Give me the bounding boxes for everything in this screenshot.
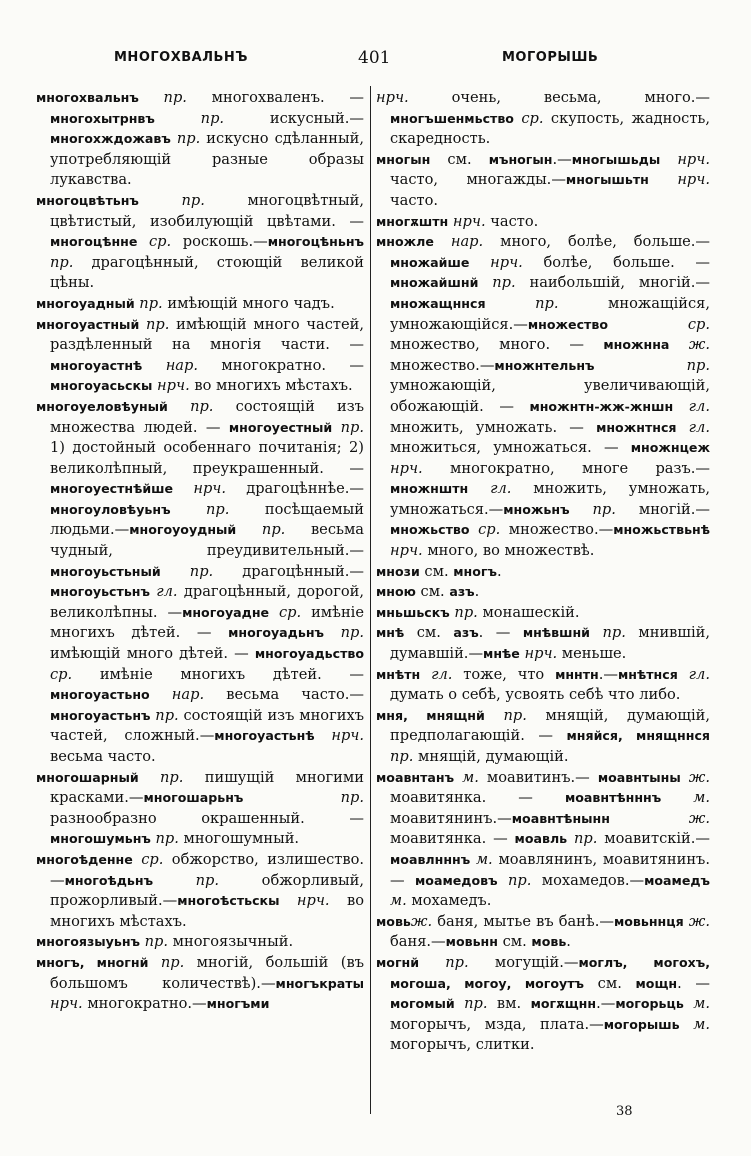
- definition-text: имѣніе многихъ дѣтей. —: [50, 603, 364, 642]
- definition-text: разнообразно окрашенный. —: [50, 809, 364, 827]
- headword: моамедъ: [644, 872, 710, 888]
- grammar-label: м.: [390, 892, 407, 910]
- definition-text: см.: [497, 933, 532, 951]
- grammar-label: пр.: [134, 294, 163, 312]
- headword: множнтн-жж-жншн: [529, 398, 674, 414]
- grammar-label: гл.: [676, 418, 710, 436]
- definition-text: меньше.: [557, 645, 627, 663]
- grammar-label: гл.: [677, 665, 710, 683]
- grammar-label: м.: [661, 789, 710, 807]
- headword: мною: [376, 584, 416, 600]
- definition-text: обжорливый, прожорливый.—: [50, 871, 364, 910]
- dictionary-entry: [376, 953, 710, 1056]
- grammar-label: м.: [470, 850, 493, 868]
- definition-text: обжорство, излишество.—: [50, 850, 365, 889]
- grammar-label: пр.: [390, 748, 414, 765]
- dictionary-entry: [376, 912, 710, 953]
- headword: многоуеловѣуный: [36, 398, 168, 414]
- headword: мньшьскъ: [376, 604, 450, 620]
- definition-text: могущій.—: [468, 953, 579, 971]
- grammar-label: пр.: [590, 624, 626, 642]
- headword: могѫщнн: [530, 996, 597, 1012]
- definition-text: .: [474, 583, 480, 601]
- definition-text: моавитскій.—: [597, 830, 710, 848]
- grammar-label: м.: [683, 995, 710, 1013]
- definition-text: .: [496, 562, 502, 580]
- grammar-label: пр.: [497, 871, 532, 889]
- definition-text: часто, многажды.—: [390, 171, 566, 189]
- definition-text: драгоцѣннѣе.—: [226, 480, 364, 498]
- grammar-label: гл.: [420, 665, 453, 683]
- definition-text: множество.—: [500, 521, 614, 539]
- definition-text: имѣніе многихъ дѣтей. —: [72, 665, 364, 683]
- header-last-word: МОГОРЫШЬ: [502, 50, 599, 65]
- headword: мнѣе: [483, 646, 520, 662]
- headword: мнѣтн: [376, 666, 421, 682]
- headword: мовь: [376, 913, 411, 929]
- headword: моглъ, могохъ, могоша, могоу, могоутъ: [390, 954, 710, 991]
- definition-text: многошумный.: [178, 830, 300, 848]
- grammar-label: пр.: [323, 624, 364, 642]
- headword: моавнтѣнннъ: [564, 790, 662, 806]
- headword: многохытрнвъ: [50, 110, 155, 126]
- left-column: [36, 88, 364, 1015]
- definition-text: .: [552, 150, 558, 168]
- grammar-label: пр.: [138, 89, 187, 106]
- dictionary-entry: [376, 768, 710, 912]
- headword: многошарьнъ: [143, 790, 244, 806]
- grammar-label: пр.: [454, 995, 488, 1013]
- grammar-label: ж.: [410, 912, 433, 930]
- definition-text: многохваленъ. —: [186, 89, 364, 106]
- headword: множайше: [390, 254, 470, 270]
- grammar-label: пр.: [138, 191, 205, 209]
- headword: моамедовъ: [415, 872, 498, 888]
- definition-text: см.: [404, 624, 454, 642]
- definition-text: скупость, жадность, скаредность.: [390, 109, 710, 148]
- headword: моавль: [514, 831, 568, 847]
- definition-text: пишущій многими красками.—: [50, 768, 364, 807]
- grammar-label: пр.: [150, 830, 179, 848]
- grammar-label: гл.: [673, 397, 710, 415]
- grammar-label: пр.: [139, 315, 170, 333]
- definition-text: болѣе, больше. —: [522, 253, 711, 271]
- definition-text: многократно. —: [198, 356, 365, 374]
- headword: азъ: [449, 584, 475, 600]
- headword: мннтн: [555, 666, 599, 682]
- grammar-label: пр.: [594, 356, 710, 374]
- grammar-label: пр.: [160, 562, 214, 580]
- definition-text: состоящій изъ множества людей. —: [50, 397, 364, 436]
- definition-text: баня.—: [390, 933, 446, 951]
- headword: многъ, многнй: [36, 954, 149, 970]
- definition-text: часто.: [485, 212, 539, 230]
- grammar-label: пр.: [332, 418, 364, 436]
- grammar-label: нрч.: [173, 480, 226, 498]
- grammar-label: ж.: [680, 768, 710, 786]
- definition-text: .: [478, 624, 484, 642]
- definition-text: монашескій.: [477, 603, 580, 621]
- grammar-label: нрч.: [376, 89, 409, 106]
- definition-text: многократно.—: [82, 995, 207, 1013]
- grammar-label: пр.: [138, 768, 184, 786]
- grammar-label: нрч.: [660, 150, 710, 168]
- definition-text: моавитянка. —: [390, 830, 515, 848]
- grammar-label: ср.: [513, 109, 544, 127]
- definition-text: .: [596, 995, 601, 1013]
- headword: многоѣденне: [36, 851, 133, 867]
- definition-text: .: [598, 665, 604, 683]
- grammar-label: нрч.: [390, 459, 423, 477]
- definition-text: моавитинъ.—: [478, 768, 598, 786]
- grammar-label: нар.: [142, 356, 198, 374]
- definition-text: см.: [430, 150, 489, 168]
- grammar-label: ж.: [609, 809, 710, 827]
- definition-text: множить, умножать. —: [390, 418, 597, 436]
- headword: мня, мнящнй: [376, 707, 485, 723]
- headword: азъ: [453, 625, 479, 641]
- definition-text: —: [600, 995, 616, 1013]
- definition-text: имѣющій много чадъ.: [162, 294, 335, 312]
- definition-text: мнившій, думавшій.—: [390, 624, 710, 663]
- definition-text: —: [557, 150, 572, 168]
- headword: многоуасьскы: [50, 378, 153, 394]
- headword: моавнтыны: [597, 769, 681, 785]
- definition-text: моавитянка. —: [390, 789, 565, 807]
- grammar-label: пр.: [170, 130, 201, 148]
- grammar-label: пр.: [419, 953, 469, 971]
- headword: мнѣтнся: [618, 666, 678, 682]
- grammar-label: м.: [679, 1015, 710, 1033]
- definition-text: моавитянинъ.—: [390, 809, 512, 827]
- running-header: [36, 48, 726, 76]
- definition-text: тоже, что: [452, 665, 556, 683]
- dictionary-entry: [376, 88, 710, 150]
- dictionary-entry: [36, 850, 364, 932]
- headword: многоцѣнне: [50, 234, 138, 250]
- headword: мовьнн: [445, 934, 498, 950]
- headword: многоуадный: [36, 295, 135, 311]
- dictionary-entry: [36, 768, 364, 850]
- dictionary-entry: [376, 212, 710, 233]
- grammar-label: ср.: [50, 665, 73, 683]
- headword: множащннся: [390, 295, 486, 311]
- headword: мнѣ: [376, 625, 405, 641]
- grammar-label: пр.: [167, 397, 214, 415]
- headword: многоуловѣуьнъ: [50, 501, 171, 517]
- dictionary-entry: [376, 232, 710, 562]
- definition-text: могорычъ, мзда, плата.—: [390, 1015, 604, 1033]
- grammar-label: пр.: [484, 706, 527, 724]
- headword: множайшнй: [390, 275, 479, 291]
- grammar-label: ж.: [669, 336, 710, 354]
- grammar-label: пр.: [236, 521, 286, 539]
- headword: моавнтанъ: [376, 769, 455, 785]
- grammar-label: ср.: [137, 233, 172, 251]
- definition-text: наибольшій, многій.—: [515, 274, 710, 292]
- grammar-label: пр.: [170, 500, 230, 518]
- headword: многъшенмьство: [390, 110, 514, 126]
- definition-text: искусный.—: [224, 109, 364, 127]
- definition-text: —: [483, 624, 523, 642]
- headword: многоуьстьнъ: [50, 584, 150, 600]
- headword: многоуьстьный: [50, 563, 161, 579]
- dictionary-entry: [376, 665, 710, 706]
- definition-text: мнящій, думающій, предполагающій. —: [390, 706, 710, 745]
- definition-text: многій, большій (въ большомъ количествѣ).—: [50, 953, 364, 992]
- dictionary-entry: [376, 562, 710, 583]
- headword: многышьтн: [565, 172, 649, 188]
- grammar-label: пр.: [50, 253, 74, 271]
- headword: множнцеж: [630, 440, 710, 456]
- headword: многоуастьнъ: [50, 707, 151, 723]
- dictionary-entry: [36, 88, 364, 191]
- definition-text: часто.: [390, 191, 439, 209]
- definition-text: —: [681, 974, 710, 992]
- definition-text: много, болѣе, больше.—: [483, 233, 711, 251]
- dictionary-entry: [376, 582, 710, 603]
- definition-text: думать о себѣ, усвоять себѣ что либо.: [390, 686, 681, 704]
- grammar-label: нрч.: [314, 727, 364, 745]
- headword: мовьннця: [613, 913, 684, 929]
- definition-text: множить, умножать, умножаться.—: [390, 480, 711, 518]
- column-divider: [370, 86, 371, 1114]
- headword: многохждожавъ: [50, 131, 171, 147]
- headword: множьствьнѣ: [613, 522, 710, 538]
- headword: мнози: [376, 563, 420, 579]
- grammar-label: нрч.: [279, 892, 330, 910]
- grammar-label: ср.: [469, 521, 501, 539]
- headword: многоязыуьнъ: [36, 934, 141, 950]
- grammar-label: пр.: [153, 871, 220, 889]
- headword: многошарный: [36, 769, 139, 785]
- headword: многоцвѣтьнъ: [36, 192, 139, 208]
- grammar-label: ср.: [132, 850, 164, 868]
- grammar-label: пр.: [140, 933, 169, 951]
- definition-text: весьма часто.—: [204, 686, 365, 704]
- headword: многоуоудный: [129, 522, 237, 538]
- headword: многоуестный: [228, 419, 333, 435]
- headword: многъкраты: [275, 975, 364, 991]
- header-first-word: МНОГОХВАЛЬНЪ: [114, 50, 248, 65]
- grammar-label: пр.: [150, 706, 179, 724]
- headword: множнна: [603, 337, 670, 353]
- headword: многоѣдьнъ: [64, 872, 154, 888]
- headword: множле: [376, 234, 434, 250]
- page-number: 401: [358, 48, 391, 68]
- definition-text: множащійся, умножающійся.—: [390, 294, 710, 333]
- headword: многоуастьнѣ: [214, 728, 315, 744]
- headword: многоуастнѣ: [50, 357, 143, 373]
- grammar-label: м.: [454, 768, 479, 786]
- definition-text: многоцвѣтный, цвѣтистый, изобилующій цвѣтами. —: [50, 191, 364, 230]
- headword: многѫштн: [376, 213, 449, 229]
- headword: моавлнннъ: [390, 851, 471, 867]
- definition-text: очень, весьма, много.—: [408, 89, 710, 106]
- grammar-label: нрч.: [469, 253, 523, 271]
- definition-text: имѣющій много дѣтей. —: [50, 645, 255, 663]
- grammar-label: ср.: [269, 603, 302, 621]
- definition-text: моавлянинъ, моавитянинъ. —: [390, 850, 710, 889]
- definition-text: весьма часто.: [50, 748, 156, 765]
- definition-text: .: [566, 933, 571, 951]
- definition-text: —: [603, 665, 618, 683]
- dictionary-entry: [36, 294, 364, 315]
- headword: множьство: [390, 522, 470, 538]
- grammar-label: нрч.: [448, 212, 486, 230]
- grammar-label: пр.: [567, 830, 598, 848]
- headword: множество: [527, 316, 608, 332]
- headword: множнтельнъ: [494, 357, 595, 373]
- definition-text: искусно сдѣланный, употребляющій разные образы лукавства.: [50, 130, 364, 189]
- dictionary-entry: [376, 706, 710, 768]
- grammar-label: ср.: [607, 315, 710, 333]
- definition-text: см.: [415, 583, 450, 601]
- definition-text: баня, мытье въ банѣ.—: [432, 912, 614, 930]
- grammar-label: пр.: [478, 274, 516, 292]
- definition-text: посѣщаемый людьми.—: [50, 500, 364, 539]
- definition-text: драгоцѣнный.—: [213, 562, 364, 580]
- definition-text: имѣющій много частей, раздѣленный на многія части. —: [50, 315, 364, 354]
- definition-text: множиться, умножаться. —: [390, 439, 631, 457]
- grammar-label: пр.: [148, 953, 185, 971]
- dictionary-entry: [36, 397, 364, 768]
- grammar-label: гл.: [149, 583, 178, 601]
- grammar-label: нар.: [149, 686, 205, 704]
- definition-text: умножающій, увеличивающій, обожающій. —: [390, 377, 710, 415]
- definition-text: многократно, многе разъ.—: [422, 459, 710, 477]
- headword: многоуадьнъ: [228, 625, 324, 641]
- headword: многоуадьство: [254, 646, 364, 662]
- headword: многоуадне: [182, 604, 270, 620]
- dictionary-entry: [376, 623, 710, 664]
- headword: могнй: [376, 954, 420, 970]
- definition-text: много, во множествѣ.: [422, 542, 595, 560]
- headword: множнштн: [390, 481, 469, 497]
- definition-text: см.: [584, 974, 636, 992]
- definition-text: вм.: [487, 995, 531, 1013]
- grammar-label: нрч.: [50, 995, 83, 1013]
- headword: многын: [376, 151, 431, 167]
- definition-text: мнящій, думающій.: [413, 748, 569, 765]
- right-column: [376, 88, 710, 1056]
- definition-text: .: [677, 974, 682, 992]
- grammar-label: пр.: [154, 109, 225, 127]
- dictionary-entry: [36, 315, 364, 397]
- grammar-label: ж.: [683, 912, 710, 930]
- grammar-label: пр.: [243, 789, 364, 807]
- headword: моавнтѣнынн: [511, 810, 610, 826]
- definition-text: драгоцѣнный, стоющій великой цѣны.: [50, 253, 364, 292]
- grammar-label: пр.: [449, 603, 478, 621]
- headword: многошумьнъ: [50, 831, 151, 847]
- headword: многоуастьно: [50, 687, 150, 703]
- grammar-label: нар.: [433, 233, 484, 251]
- definition-text: см.: [419, 562, 454, 580]
- headword: мовь: [531, 934, 567, 950]
- dictionary-entry: [376, 603, 710, 624]
- definition-text: во многихъ мѣстахъ.: [189, 377, 353, 395]
- headword: многоуестнѣйше: [50, 481, 174, 497]
- dictionary-entry: [36, 191, 364, 294]
- grammar-label: нрч.: [519, 645, 558, 663]
- headword: могорьць: [615, 996, 684, 1012]
- headword: множнтнся: [596, 419, 677, 435]
- headword: многоцѣньнъ: [267, 234, 365, 250]
- definition-text: мохамедъ.: [406, 892, 492, 910]
- definition-text: драгоцѣнный, дорогой, великолѣпны. —: [50, 583, 364, 621]
- grammar-label: гл.: [468, 480, 512, 498]
- definition-text: роскошь.—: [171, 233, 268, 251]
- dictionary-entry: [376, 150, 710, 212]
- definition-text: многоязычный.: [168, 933, 294, 951]
- headword: множьнъ: [503, 501, 570, 517]
- dictionary-entry: [36, 932, 364, 953]
- headword: многоуастный: [36, 316, 140, 332]
- headword: мняйся, мнящннся: [566, 728, 711, 744]
- grammar-label: пр.: [485, 294, 559, 312]
- signature-mark: 38: [616, 1104, 633, 1119]
- grammar-label: пр.: [569, 500, 616, 518]
- headword: могомый: [390, 996, 455, 1012]
- headword: многъ: [453, 563, 497, 579]
- definition-text: мохамедов.—: [531, 871, 645, 889]
- definition-text: множество.—: [390, 356, 495, 374]
- definition-text: могорычъ, слитки.: [390, 1036, 535, 1054]
- grammar-label: нрч.: [390, 542, 423, 560]
- definition-text: множество, много. —: [390, 336, 604, 354]
- headword: многышьды: [571, 151, 661, 167]
- headword: многъми: [206, 996, 270, 1012]
- headword: многохвальнъ: [36, 90, 139, 105]
- headword: мощн: [635, 975, 678, 991]
- grammar-label: нрч.: [152, 377, 190, 395]
- definition-text: весьма чудный, преудивительный.—: [50, 521, 364, 560]
- headword: многоѣстьскы: [177, 893, 280, 909]
- definition-text: состоящій изъ многихъ частей, сложный.—: [50, 706, 364, 745]
- dictionary-entry: [36, 953, 364, 1015]
- headword: мнѣвшнй: [522, 625, 591, 641]
- grammar-label: нрч.: [648, 171, 710, 189]
- definition-text: 1) достойный особеннаго почитанія; 2) великолѣпный, преукрашенный. —: [50, 439, 364, 477]
- headword: мънoгын: [488, 151, 553, 167]
- headword: могорышь: [603, 1016, 680, 1032]
- definition-text: во многихъ мѣстахъ.: [50, 892, 364, 930]
- definition-text: многій.—: [615, 500, 710, 518]
